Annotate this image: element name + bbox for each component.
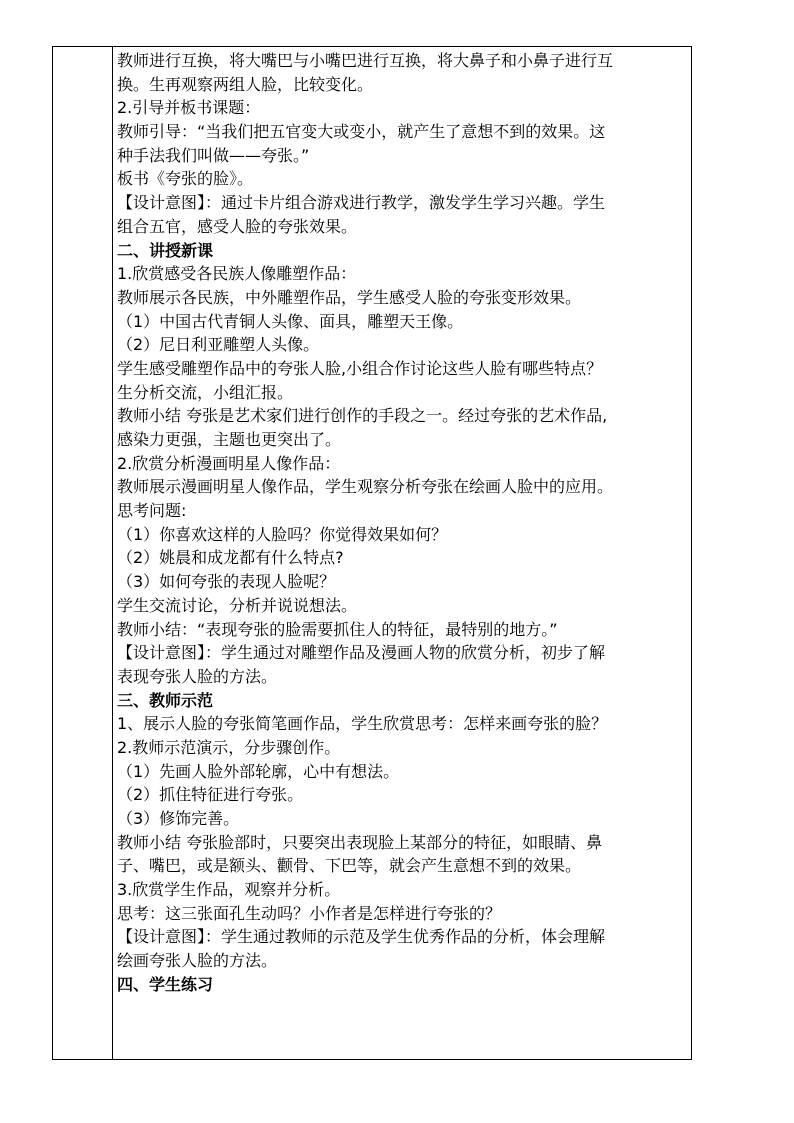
- text-line: 2.欣赏分析漫画明星人像作品：: [117, 453, 341, 473]
- text-line: 1、展示人脸的夸张简笔画作品，学生欣赏思考：怎样来画夸张的脸？: [117, 714, 608, 734]
- text-line: 思考问题:: [117, 501, 187, 521]
- text-line: （1）中国古代青铜人头像、面具，雕塑天王像。: [117, 311, 464, 331]
- text-line: 感染力更强，主题也更突出了。: [117, 430, 342, 449]
- section-heading: 二、讲授新课: [117, 240, 214, 260]
- section-heading: 三、教师示范: [117, 690, 214, 710]
- text-line: 3.欣赏学生作品，观察并分析。: [117, 880, 341, 900]
- text-line: （3）修饰完善。: [117, 809, 240, 828]
- text-line: 学生交流讨论，分析并说说想法。: [117, 595, 358, 615]
- text-line: 板书《夸张的脸》。: [117, 169, 254, 189]
- text-line: 1.欣赏感受各民族人像雕塑作品：: [117, 264, 357, 284]
- text-line: （1）先画人脸外部轮廓，心中有想法。: [117, 761, 400, 781]
- lesson-content: [117, 49, 691, 997]
- text-line: 子、嘴巴，或是额头、颧骨、下巴等，就会产生意想不到的效果。: [117, 856, 582, 876]
- text-line: 绘画夸张人脸的方法。: [117, 951, 278, 971]
- text-line: 教师展示各民族，中外雕塑作品，学生感受人脸的夸张变形效果。: [117, 287, 582, 307]
- text-line: 教师小结 夸张脸部时，只要突出表现脸上某部分的特征，如眼睛、鼻: [117, 832, 603, 852]
- section-heading: 四、学生练习: [117, 974, 214, 994]
- left-column-cell: [53, 47, 113, 1059]
- text-line: 表现夸张人脸的方法。: [117, 666, 278, 686]
- text-line: （3）如何夸张的表现人脸呢？: [117, 572, 336, 592]
- text-line: 思考：这三张面孔生动吗？小作者是怎样进行夸张的？: [117, 903, 502, 923]
- text-line: 教师进行互换，将大嘴巴与小嘴巴进行互换，将大鼻子和小鼻子进行互: [117, 51, 614, 70]
- text-line: 教师引导：“当我们把五官变大或变小，就产生了意想不到的效果。这: [117, 122, 606, 142]
- text-line: 【设计意图】：学生通过教师的示范及学生优秀作品的分析，体会理解: [117, 927, 606, 947]
- text-line: 【设计意图】：通过卡片组合游戏进行教学，激发学生学习兴趣。学生: [117, 193, 606, 213]
- text-line: 种手法我们叫做——夸张。”: [117, 145, 310, 165]
- text-line: （2）尼日利亚雕塑人头像。: [117, 335, 320, 355]
- text-line: 2.引导并板书课题：: [117, 98, 261, 118]
- text-line: 教师展示漫画明星人像作品，学生观察分析夸张在绘画人脸中的应用。: [117, 477, 614, 497]
- content-cell: [113, 47, 691, 1059]
- text-line: （2）抓住特征进行夸张。: [117, 785, 304, 805]
- text-line: （2）姚晨和成龙都有什么特点?: [117, 548, 344, 568]
- text-line: 【设计意图】：学生通过对雕塑作品及漫画人物的欣赏分析，初步了解: [117, 643, 606, 663]
- text-line: 生分析交流，小组汇报。: [117, 382, 294, 402]
- text-line: 换。生再观察两组人脸，比较变化。: [117, 74, 374, 94]
- text-line: 教师小结：“表现夸张的脸需要抓住人的特征，最特别的地方。”: [117, 619, 558, 639]
- text-line: 教师小结 夸张是艺术家们进行创作的手段之一。经过夸张的艺术作品,: [117, 406, 608, 426]
- lesson-table: [52, 46, 692, 1060]
- text-line: 组合五官，感受人脸的夸张效果。: [117, 216, 358, 236]
- text-line: 学生感受雕塑作品中的夸张人脸,小组合作讨论这些人脸有哪些特点？: [117, 358, 603, 378]
- text-line: 2.教师示范演示，分步骤创作。: [117, 737, 341, 757]
- text-line: （1）你喜欢这样的人脸吗？你觉得效果如何？: [117, 524, 448, 544]
